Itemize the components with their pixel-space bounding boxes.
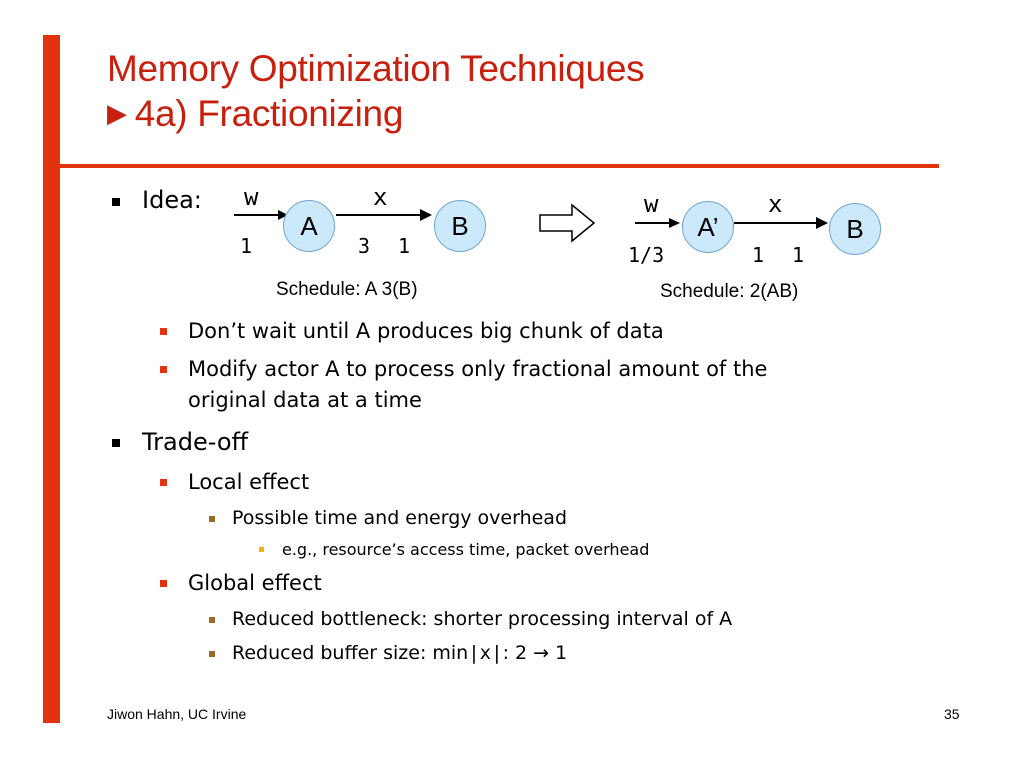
idea-point-2-line-1: Modify actor A to process only fractional amount of the [188, 357, 768, 381]
var-w-right: w [644, 190, 659, 218]
rate-a-in-right: 1/3 [628, 243, 665, 267]
title-line-1: Memory Optimization Techniques [107, 48, 645, 89]
var-x-right: x [768, 190, 783, 218]
bullet-square-icon [209, 516, 215, 522]
schedule-left: Schedule: A 3(B) [276, 279, 418, 300]
rate-x-out-right: 1 [752, 243, 765, 267]
node-a-left: A [283, 200, 335, 252]
accent-bar-vertical [43, 35, 60, 723]
title-line-2 [107, 92, 644, 135]
node-b-left: B [434, 200, 486, 252]
arrowhead-x-right [816, 217, 828, 229]
triangle-right-icon: ▶ [107, 98, 127, 128]
bullet-square-icon [259, 547, 264, 552]
idea-point-1: Don’t wait until A produces big chunk of data [188, 319, 664, 343]
local-effect: Local effect [188, 470, 310, 494]
slide-title [107, 48, 644, 135]
global-effect-point-2 [232, 642, 567, 664]
bullet-square-icon [112, 439, 120, 447]
title-divider [43, 164, 939, 168]
subtitle-text: 4a) Fractionizing [134, 93, 404, 134]
bullet-square-icon [112, 198, 120, 206]
schedule-right: Schedule: 2(AB) [660, 281, 799, 302]
arrowhead-x-left [420, 209, 432, 221]
bullet-square-icon [209, 617, 215, 623]
var-x-left: x [373, 183, 388, 211]
footer-author: Jiwon Hahn, UC Irvine [107, 706, 247, 722]
node-b-right: B [829, 203, 881, 255]
node-a-prime-right: A’ [682, 201, 734, 253]
idea-point-2-line-2: original data at a time [188, 388, 422, 412]
bullet-square-icon [160, 366, 167, 373]
idea-label: Idea: [142, 186, 202, 214]
local-effect-point-1: Possible time and energy overhead [232, 507, 568, 529]
bullet-square-icon [160, 580, 167, 587]
bullet-square-icon [160, 479, 167, 486]
rate-a-in-left: 1 [240, 234, 253, 258]
bullet-square-icon [160, 328, 167, 335]
tradeoff-heading: Trade-off [142, 428, 249, 456]
rate-x-out-left: 3 [358, 234, 371, 258]
var-w-left: w [244, 183, 259, 211]
global-effect: Global effect [188, 571, 322, 595]
buffer-size-prefix: Reduced buffer size: min [232, 642, 469, 664]
buffer-size-code: |x| [468, 642, 503, 664]
buffer-size-suffix: : 2 → 1 [502, 642, 568, 664]
transform-arrow-icon [538, 203, 598, 243]
page-number: 35 [944, 706, 960, 722]
bullet-square-icon [209, 651, 215, 657]
arrowhead-w-right [669, 218, 680, 228]
rate-x-in-right: 1 [792, 243, 805, 267]
rate-x-in-left: 1 [398, 234, 411, 258]
local-effect-example: e.g., resource’s access time, packet overhead [282, 540, 650, 559]
global-effect-point-1: Reduced bottleneck: shorter processing interval of A [232, 608, 733, 630]
